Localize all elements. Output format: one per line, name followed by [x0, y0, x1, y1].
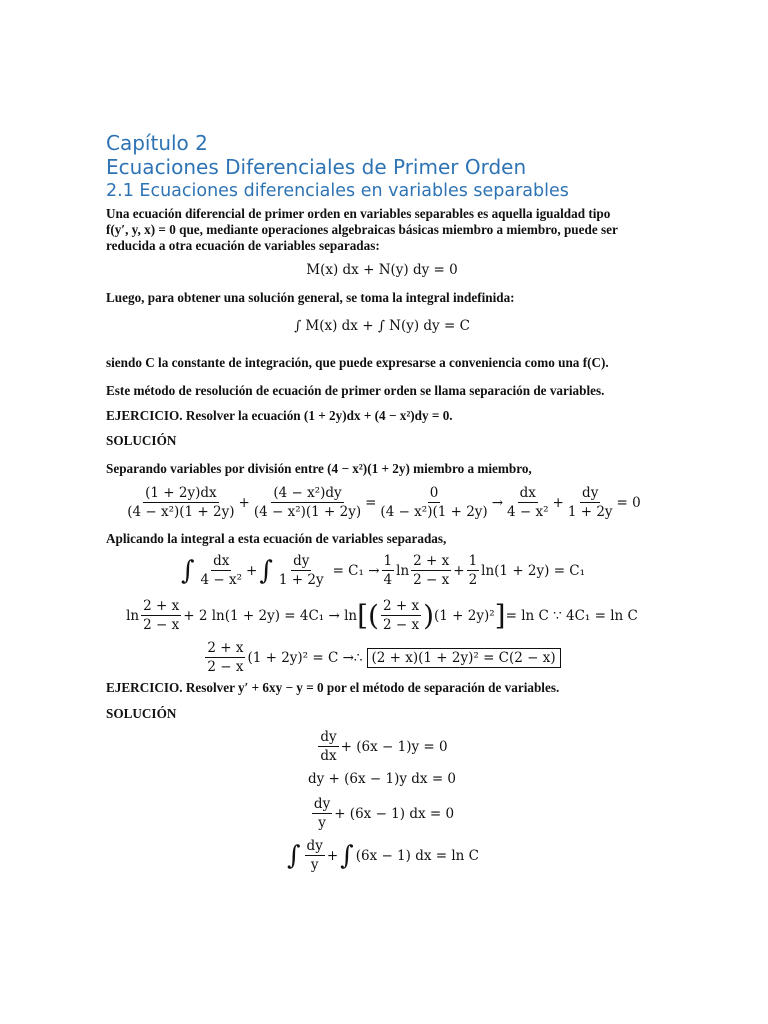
chapter-heading: Capítulo 2 [106, 131, 208, 155]
boxed-result: (2 + x)(1 + 2y)² = C(2 − x) [367, 648, 561, 668]
paragraph-luego: Luego, para obtener una solución general, se toma la integral indefinida: [106, 290, 515, 305]
equation-log-form: ln $\frac{2 + x}{2 - x}$ + 2 ln(1 + 2y) = 4C₁ → ln [ ( $\frac{2 + x}{2 - x}$ ) (1 + 2y)² ] = ln C ∵ 4C₁ = ln C [126, 598, 638, 633]
equation-integrated: ∫ $\frac{dx}{\text{4 − x²}}$ + ∫ $\frac{dy}{1 + 2y}$ = C₁ → $\frac{1}{4}$ ln $\frac{2 + x}{2 - x}$ + $\frac{1}{2}$ ln(1 + 2y) = C₁ [180, 553, 586, 588]
paragraph-metodo: Este método de resolución de ecuación de primer orden se llama separación de variables. [106, 383, 605, 398]
equation-step-4: ∫ $\frac{dy}{y}$ + ∫ (6x − 1) dx = ln C [287, 838, 479, 873]
paragraph-separando: Separando variables por división entre (4 − x²)(1 + 2y) miembro a miembro, [106, 461, 532, 476]
fraction: $\frac{2 + x}{2 - x}$ [382, 598, 420, 633]
fraction: $\frac{2 + x}{2 - x}$ [207, 640, 244, 675]
paragraph-aplicando: Aplicando la integral a esta ecuación de variables separadas, [106, 531, 447, 546]
fraction: $\frac{dy}{1 + 2y}$ [278, 553, 324, 588]
fraction: $\frac{0}{\text{(4 − x²)(1 + 2y)}}$ [380, 485, 488, 520]
fraction: $\frac{2 + x}{2 - x}$ [143, 598, 180, 633]
solution-label-1: SOLUCIÓN [106, 433, 177, 448]
intro-line-3: reducida a otra ecuación de variables separadas: [106, 238, 380, 253]
equation-step-3: $\frac{dy}{y}$ + (6x − 1) dx = 0 [313, 796, 455, 831]
exercise-2: EJERCICIO. Resolver y′ + 6xy − y = 0 por el método de separación de variables. [106, 680, 560, 695]
intro-line-2: f(y′, y, x) = 0 que, mediante operaciones algebraicas básicas miembro a miembro, puede ser [106, 222, 618, 237]
fraction: $\frac{\text{(4 − x²)dy}}{\text{(4 − x²)(1 + 2y)}}$ [253, 485, 362, 520]
fraction: $\frac{dy}{y}$ [306, 838, 323, 873]
intro-line-1: Una ecuación diferencial de primer orden en variables separables es aquella igualdad tipo [106, 206, 611, 221]
paragraph-siendo: siendo C la constante de integración, que puede expresarse a conveniencia como una f(C). [106, 355, 609, 370]
fraction: $\frac{dy}{y}$ [313, 796, 331, 831]
equation-separable-form [106, 262, 658, 278]
chapter-title: Ecuaciones Diferenciales de Primer Orden [106, 155, 527, 179]
solution-label-2: SOLUCIÓN [106, 706, 177, 721]
section-heading: 2.1 Ecuaciones diferenciales en variables separables [106, 181, 569, 201]
exercise-1: EJERCICIO. Resolver la ecuación (1 + 2y)dx + (4 − x²)dy = 0. [106, 408, 453, 423]
equation-separated-fractions: $\frac{(1 + 2y)dx}{\text{(4 − x²)(1 + 2y)}}$ + $\frac{\text{(4 − x²)dy}}{\text{(4 − x²)(1 + 2y)}}$ = $\frac{0}{\text{(4 − x²)(1 + 2y)}}$ → $\frac{dx}{\text{4 − x²}}$ + $\frac{dy}{1 + 2y}$ = 0 [127, 485, 641, 520]
fraction: $\frac{dy}{1 + 2y}$ [567, 485, 613, 520]
fraction: $\frac{dy}{dx}$ [320, 729, 337, 764]
fraction: $\frac{dx}{\text{4 − x²}}$ [507, 485, 549, 520]
fraction: $\frac{dx}{\text{4 − x²}}$ [200, 553, 243, 588]
fraction: $\frac{2 + x}{2 - x}$ [413, 553, 450, 588]
fraction: $\frac{1}{4}$ [383, 553, 393, 588]
equation-integral [106, 318, 658, 334]
equation-final-answer: $\frac{2 + x}{2 - x}$ (1 + 2y)² = C →∴ (2 + x)(1 + 2y)² = C(2 − x) [106, 640, 658, 675]
equation-step-1: $\frac{dy}{dx}$ + (6x − 1)y = 0 [320, 729, 448, 764]
equation-step-2: dy + (6x − 1)y dx = 0 [307, 771, 457, 787]
equation-text: M(x) dx + N(y) dy = 0 [306, 262, 458, 278]
equation-text: ∫ M(x) dx + ∫ N(y) dy = C [294, 318, 470, 334]
fraction: $\frac{1}{2}$ [468, 553, 478, 588]
fraction: $\frac{(1 + 2y)dx}{\text{(4 − x²)(1 + 2y)}}$ [127, 485, 235, 520]
